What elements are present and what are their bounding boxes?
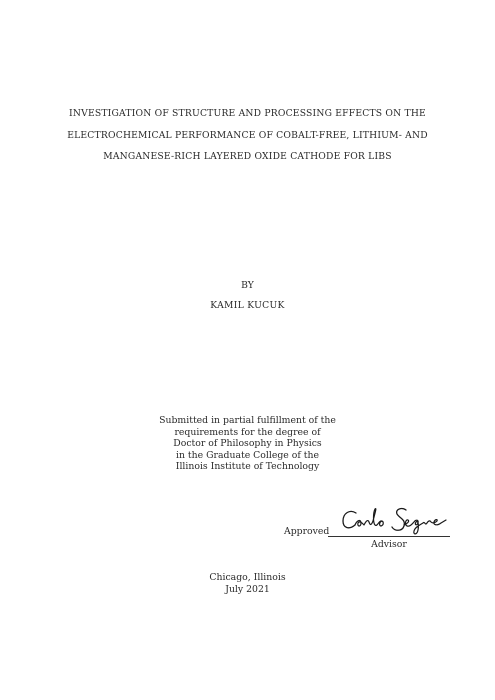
- submission-statement: [0, 415, 495, 473]
- place: Chicago, Illinois: [209, 572, 286, 583]
- date: July 2021: [225, 583, 270, 595]
- title-line-2: ELECTROCHEMICAL PERFORMANCE OF COBALT-FREE, LITHIUM- AND: [67, 129, 428, 141]
- approved-label: Approved: [284, 526, 330, 537]
- author-name: KAMIL KUCUK: [210, 300, 285, 311]
- advisor-label: Advisor: [371, 539, 407, 550]
- approval-block: [284, 503, 454, 553]
- submission-line-1: Submitted in partial fulfillment of the: [159, 415, 336, 426]
- title-line-3: MANGANESE-RICH LAYERED OXIDE CATHODE FOR LIBS: [103, 151, 392, 162]
- signature-line: [328, 536, 450, 537]
- by-label: BY: [241, 280, 254, 291]
- submission-line-3: Doctor of Philosophy in Physics: [173, 438, 322, 450]
- advisor-signature: [340, 503, 450, 537]
- title-line-1: INVESTIGATION OF STRUCTURE AND PROCESSING EFFECTS ON THE: [69, 108, 426, 119]
- submission-line-4: in the Graduate College of the: [176, 449, 319, 461]
- place-and-date: [0, 572, 495, 595]
- submission-line-2: requirements for the degree of: [174, 426, 321, 438]
- thesis-title: [0, 103, 495, 168]
- submission-line-5: Illinois Institute of Technology: [175, 461, 320, 473]
